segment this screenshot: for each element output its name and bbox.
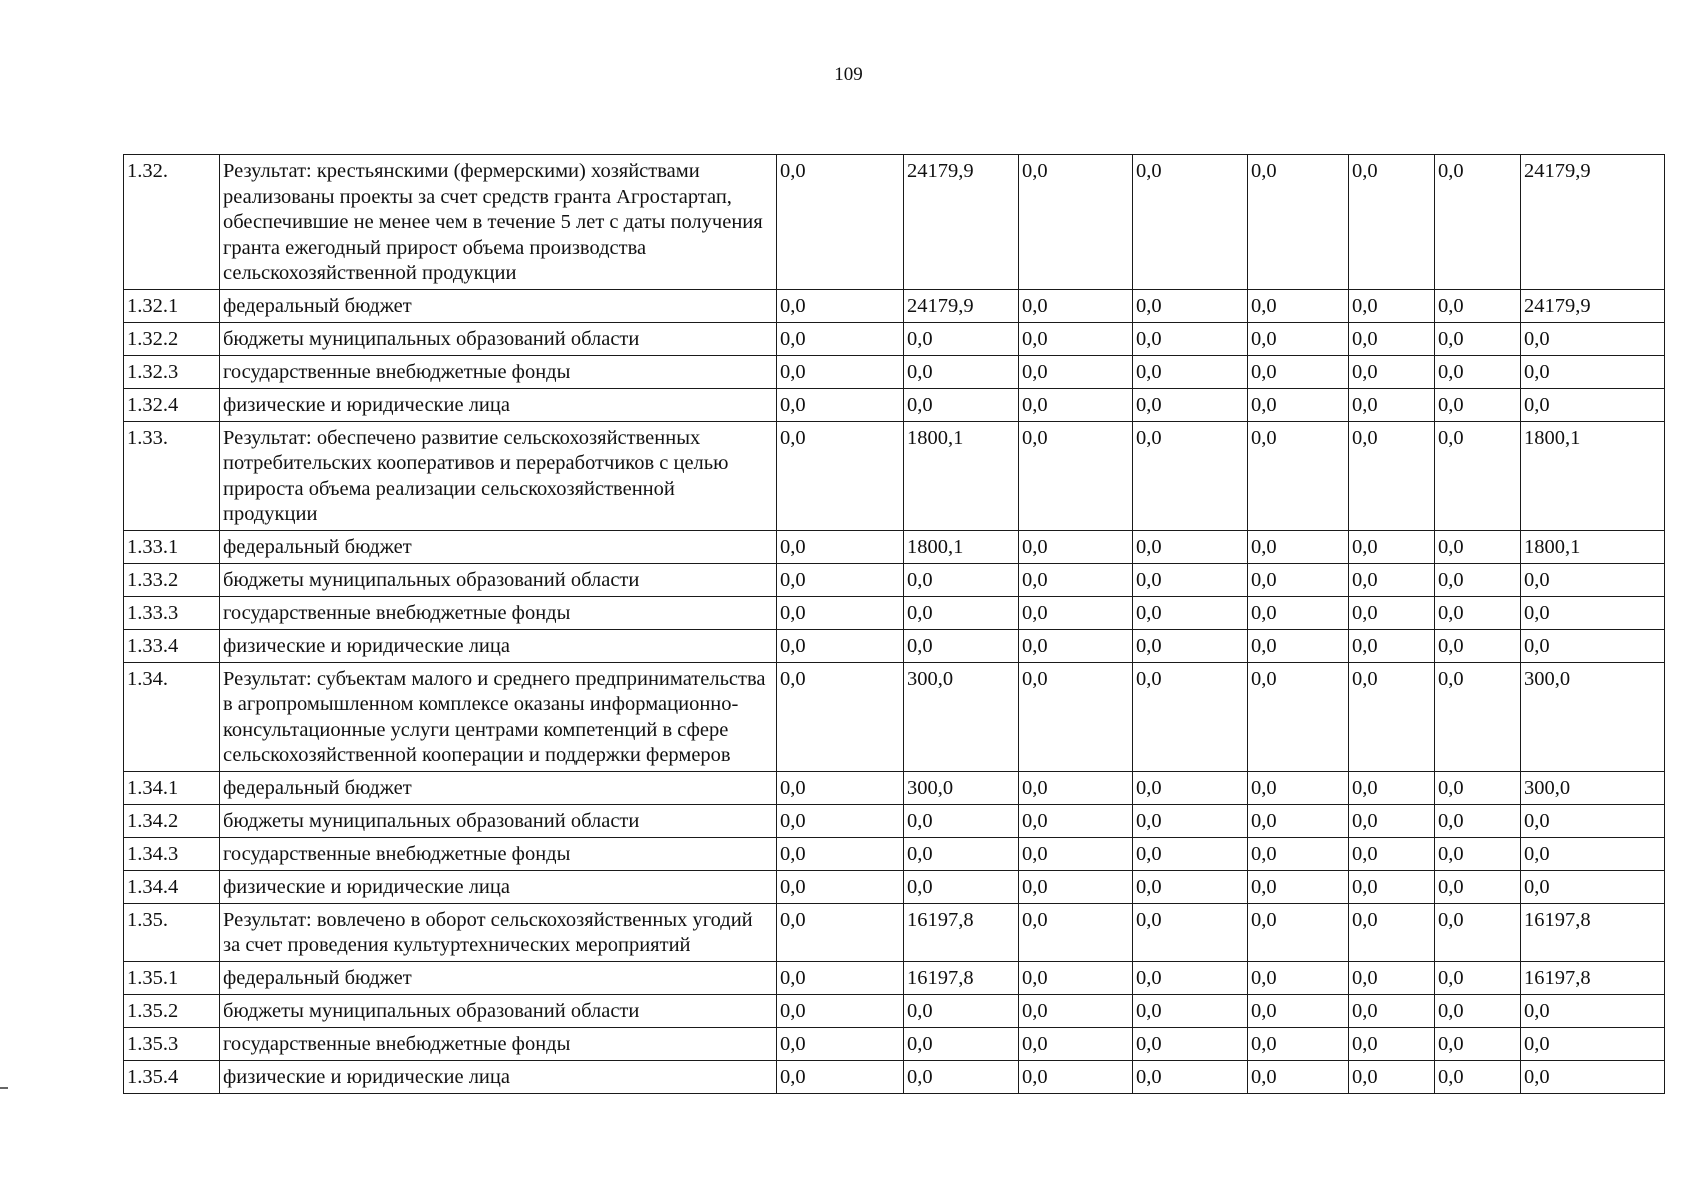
value-cell: 16197,8 <box>904 903 1019 961</box>
value-cell: 0,0 <box>1349 629 1435 662</box>
table-row <box>124 530 1665 563</box>
value-cell: 0,0 <box>1248 804 1349 837</box>
row-description: физические и юридические лица <box>220 1060 777 1093</box>
value-cell: 0,0 <box>1019 322 1133 355</box>
value-cell: 0,0 <box>1435 1060 1521 1093</box>
table-row <box>124 322 1665 355</box>
value-cell: 0,0 <box>1521 804 1665 837</box>
row-code: 1.32.4 <box>124 388 220 421</box>
row-code: 1.32. <box>124 155 220 290</box>
value-cell: 0,0 <box>1435 961 1521 994</box>
value-cell: 0,0 <box>1133 1060 1248 1093</box>
value-cell: 0,0 <box>777 870 904 903</box>
value-cell: 0,0 <box>1133 355 1248 388</box>
value-cell: 0,0 <box>1019 662 1133 771</box>
value-cell: 0,0 <box>1435 662 1521 771</box>
value-cell: 24179,9 <box>1521 289 1665 322</box>
value-cell: 0,0 <box>1133 870 1248 903</box>
value-cell: 0,0 <box>1349 322 1435 355</box>
value-cell: 0,0 <box>1349 289 1435 322</box>
value-cell: 0,0 <box>777 903 904 961</box>
row-code: 1.34.1 <box>124 771 220 804</box>
row-code: 1.33.2 <box>124 563 220 596</box>
value-cell: 0,0 <box>777 289 904 322</box>
value-cell: 0,0 <box>1248 563 1349 596</box>
value-cell: 1800,1 <box>904 421 1019 530</box>
value-cell: 0,0 <box>1019 155 1133 290</box>
value-cell: 0,0 <box>904 596 1019 629</box>
value-cell: 0,0 <box>777 596 904 629</box>
scan-edge-mark <box>0 1087 8 1089</box>
value-cell: 0,0 <box>1019 563 1133 596</box>
value-cell: 0,0 <box>1133 155 1248 290</box>
value-cell: 0,0 <box>1133 322 1248 355</box>
value-cell: 0,0 <box>1019 1060 1133 1093</box>
value-cell: 0,0 <box>904 388 1019 421</box>
value-cell: 0,0 <box>1521 870 1665 903</box>
row-description: бюджеты муниципальных образований области <box>220 322 777 355</box>
value-cell: 0,0 <box>1435 1027 1521 1060</box>
row-description: федеральный бюджет <box>220 530 777 563</box>
value-cell: 0,0 <box>1349 771 1435 804</box>
value-cell: 0,0 <box>904 804 1019 837</box>
value-cell: 0,0 <box>1133 837 1248 870</box>
value-cell: 0,0 <box>1248 870 1349 903</box>
value-cell: 0,0 <box>1349 961 1435 994</box>
table-row <box>124 421 1665 530</box>
value-cell: 0,0 <box>1019 629 1133 662</box>
value-cell: 0,0 <box>1435 155 1521 290</box>
value-cell: 1800,1 <box>904 530 1019 563</box>
table-row <box>124 596 1665 629</box>
value-cell: 0,0 <box>1248 837 1349 870</box>
value-cell: 0,0 <box>1521 994 1665 1027</box>
value-cell: 1800,1 <box>1521 421 1665 530</box>
row-code: 1.32.3 <box>124 355 220 388</box>
row-description: государственные внебюджетные фонды <box>220 837 777 870</box>
value-cell: 0,0 <box>1019 837 1133 870</box>
row-code: 1.34.2 <box>124 804 220 837</box>
row-code: 1.33.1 <box>124 530 220 563</box>
value-cell: 0,0 <box>1435 355 1521 388</box>
value-cell: 0,0 <box>1521 355 1665 388</box>
value-cell: 0,0 <box>1435 994 1521 1027</box>
value-cell: 0,0 <box>1248 662 1349 771</box>
row-code: 1.35.3 <box>124 1027 220 1060</box>
value-cell: 0,0 <box>1349 155 1435 290</box>
value-cell: 0,0 <box>1133 903 1248 961</box>
row-description: Результат: субъектам малого и среднего предпринимательства в агропромышленном комплексе оказаны информационно-консультационные услуги центрами компетенций в сфере сельскохозяйственной кооперации и поддержки фермеров <box>220 662 777 771</box>
value-cell: 0,0 <box>1349 355 1435 388</box>
value-cell: 0,0 <box>1248 289 1349 322</box>
table-row <box>124 563 1665 596</box>
value-cell: 0,0 <box>904 837 1019 870</box>
value-cell: 0,0 <box>1248 322 1349 355</box>
row-code: 1.35.2 <box>124 994 220 1027</box>
row-description: государственные внебюджетные фонды <box>220 355 777 388</box>
value-cell: 0,0 <box>777 1027 904 1060</box>
value-cell: 0,0 <box>1521 563 1665 596</box>
row-description: федеральный бюджет <box>220 771 777 804</box>
value-cell: 0,0 <box>1133 1027 1248 1060</box>
value-cell: 0,0 <box>1248 530 1349 563</box>
value-cell: 0,0 <box>904 1027 1019 1060</box>
value-cell: 0,0 <box>1435 563 1521 596</box>
value-cell: 0,0 <box>777 804 904 837</box>
value-cell: 0,0 <box>1248 388 1349 421</box>
row-code: 1.32.2 <box>124 322 220 355</box>
value-cell: 0,0 <box>1133 388 1248 421</box>
value-cell: 24179,9 <box>1521 155 1665 290</box>
value-cell: 0,0 <box>1435 322 1521 355</box>
table-row <box>124 870 1665 903</box>
row-code: 1.33.3 <box>124 596 220 629</box>
row-description: физические и юридические лица <box>220 870 777 903</box>
value-cell: 0,0 <box>1248 355 1349 388</box>
table-row <box>124 961 1665 994</box>
page-number: 109 <box>834 64 863 85</box>
value-cell: 0,0 <box>1019 1027 1133 1060</box>
value-cell: 0,0 <box>777 771 904 804</box>
row-description: физические и юридические лица <box>220 388 777 421</box>
table-row <box>124 289 1665 322</box>
value-cell: 0,0 <box>777 961 904 994</box>
value-cell: 0,0 <box>1248 155 1349 290</box>
value-cell: 0,0 <box>1019 421 1133 530</box>
value-cell: 0,0 <box>1019 530 1133 563</box>
value-cell: 0,0 <box>1349 903 1435 961</box>
value-cell: 0,0 <box>1248 421 1349 530</box>
value-cell: 0,0 <box>777 530 904 563</box>
value-cell: 0,0 <box>1248 1060 1349 1093</box>
value-cell: 0,0 <box>1248 903 1349 961</box>
value-cell: 0,0 <box>1521 1060 1665 1093</box>
value-cell: 0,0 <box>1521 388 1665 421</box>
value-cell: 0,0 <box>777 837 904 870</box>
value-cell: 0,0 <box>1435 837 1521 870</box>
value-cell: 0,0 <box>904 994 1019 1027</box>
value-cell: 24179,9 <box>904 289 1019 322</box>
value-cell: 0,0 <box>1019 994 1133 1027</box>
row-description: бюджеты муниципальных образований области <box>220 994 777 1027</box>
value-cell: 0,0 <box>1435 289 1521 322</box>
value-cell: 0,0 <box>1349 994 1435 1027</box>
value-cell: 0,0 <box>1133 563 1248 596</box>
row-description: государственные внебюджетные фонды <box>220 1027 777 1060</box>
value-cell: 16197,8 <box>1521 961 1665 994</box>
row-description: Результат: крестьянскими (фермерскими) хозяйствами реализованы проекты за счет средств гранта Агростартап, обеспечившие не менее чем в течение 5 лет с даты получения гранта ежегодный прирост объема производства сельскохозяйственной продукции <box>220 155 777 290</box>
value-cell: 0,0 <box>1349 596 1435 629</box>
table-row <box>124 388 1665 421</box>
value-cell: 0,0 <box>1248 629 1349 662</box>
value-cell: 0,0 <box>1248 961 1349 994</box>
value-cell: 0,0 <box>1019 870 1133 903</box>
value-cell: 0,0 <box>777 629 904 662</box>
table-row <box>124 837 1665 870</box>
table-row <box>124 629 1665 662</box>
row-description: бюджеты муниципальных образований области <box>220 804 777 837</box>
row-description: Результат: вовлечено в оборот сельскохозяйственных угодий за счет проведения культуртехнических мероприятий <box>220 903 777 961</box>
value-cell: 300,0 <box>904 771 1019 804</box>
value-cell: 300,0 <box>904 662 1019 771</box>
value-cell: 0,0 <box>1019 961 1133 994</box>
value-cell: 0,0 <box>1133 421 1248 530</box>
value-cell: 0,0 <box>1133 629 1248 662</box>
value-cell: 0,0 <box>1435 530 1521 563</box>
value-cell: 0,0 <box>1349 1060 1435 1093</box>
value-cell: 0,0 <box>1019 804 1133 837</box>
value-cell: 0,0 <box>1133 530 1248 563</box>
value-cell: 0,0 <box>1435 870 1521 903</box>
value-cell: 0,0 <box>777 994 904 1027</box>
table-row <box>124 1060 1665 1093</box>
table-row <box>124 804 1665 837</box>
value-cell: 16197,8 <box>904 961 1019 994</box>
value-cell: 0,0 <box>1133 771 1248 804</box>
value-cell: 0,0 <box>1521 837 1665 870</box>
value-cell: 0,0 <box>1521 596 1665 629</box>
value-cell: 24179,9 <box>904 155 1019 290</box>
value-cell: 0,0 <box>777 155 904 290</box>
value-cell: 0,0 <box>1133 961 1248 994</box>
value-cell: 0,0 <box>1133 804 1248 837</box>
table-row <box>124 662 1665 771</box>
value-cell: 0,0 <box>1349 388 1435 421</box>
value-cell: 0,0 <box>904 563 1019 596</box>
value-cell: 0,0 <box>1435 596 1521 629</box>
value-cell: 0,0 <box>777 355 904 388</box>
table-row <box>124 994 1665 1027</box>
value-cell: 0,0 <box>777 421 904 530</box>
value-cell: 0,0 <box>1435 421 1521 530</box>
value-cell: 0,0 <box>1133 596 1248 629</box>
value-cell: 0,0 <box>1435 804 1521 837</box>
budget-table <box>123 154 1665 1094</box>
row-description: федеральный бюджет <box>220 961 777 994</box>
value-cell: 0,0 <box>1019 355 1133 388</box>
row-code: 1.32.1 <box>124 289 220 322</box>
value-cell: 0,0 <box>1349 662 1435 771</box>
value-cell: 0,0 <box>777 322 904 355</box>
value-cell: 0,0 <box>1019 903 1133 961</box>
value-cell: 0,0 <box>1248 771 1349 804</box>
value-cell: 0,0 <box>1435 771 1521 804</box>
value-cell: 0,0 <box>1435 629 1521 662</box>
value-cell: 0,0 <box>1349 1027 1435 1060</box>
value-cell: 0,0 <box>1133 662 1248 771</box>
value-cell: 0,0 <box>904 870 1019 903</box>
table-row <box>124 903 1665 961</box>
row-code: 1.34.4 <box>124 870 220 903</box>
row-code: 1.34.3 <box>124 837 220 870</box>
row-code: 1.33.4 <box>124 629 220 662</box>
row-description: государственные внебюджетные фонды <box>220 596 777 629</box>
value-cell: 0,0 <box>1521 629 1665 662</box>
value-cell: 0,0 <box>904 355 1019 388</box>
row-description: федеральный бюджет <box>220 289 777 322</box>
value-cell: 0,0 <box>904 629 1019 662</box>
value-cell: 0,0 <box>777 662 904 771</box>
value-cell: 0,0 <box>1435 388 1521 421</box>
value-cell: 300,0 <box>1521 662 1665 771</box>
value-cell: 16197,8 <box>1521 903 1665 961</box>
value-cell: 0,0 <box>1349 530 1435 563</box>
value-cell: 0,0 <box>1133 994 1248 1027</box>
value-cell: 0,0 <box>1349 870 1435 903</box>
row-description: Результат: обеспечено развитие сельскохозяйственных потребительских кооперативов и переработчиков с целью прироста объема реализации сельскохозяйственной продукции <box>220 421 777 530</box>
row-code: 1.34. <box>124 662 220 771</box>
table-row <box>124 155 1665 290</box>
value-cell: 0,0 <box>904 1060 1019 1093</box>
value-cell: 0,0 <box>1019 771 1133 804</box>
table-row <box>124 1027 1665 1060</box>
value-cell: 0,0 <box>1521 1027 1665 1060</box>
value-cell: 0,0 <box>1019 289 1133 322</box>
row-code: 1.35.4 <box>124 1060 220 1093</box>
value-cell: 0,0 <box>904 322 1019 355</box>
row-code: 1.35. <box>124 903 220 961</box>
value-cell: 0,0 <box>1521 322 1665 355</box>
value-cell: 0,0 <box>1019 388 1133 421</box>
value-cell: 0,0 <box>1349 804 1435 837</box>
value-cell: 0,0 <box>1248 1027 1349 1060</box>
row-description: бюджеты муниципальных образований области <box>220 563 777 596</box>
row-code: 1.33. <box>124 421 220 530</box>
value-cell: 0,0 <box>1349 563 1435 596</box>
value-cell: 0,0 <box>1019 596 1133 629</box>
value-cell: 0,0 <box>1349 421 1435 530</box>
table-body <box>124 155 1665 1094</box>
value-cell: 0,0 <box>1248 994 1349 1027</box>
value-cell: 1800,1 <box>1521 530 1665 563</box>
table-row <box>124 771 1665 804</box>
row-description: физические и юридические лица <box>220 629 777 662</box>
value-cell: 0,0 <box>777 388 904 421</box>
value-cell: 0,0 <box>1248 596 1349 629</box>
value-cell: 0,0 <box>1133 289 1248 322</box>
value-cell: 0,0 <box>1435 903 1521 961</box>
value-cell: 0,0 <box>777 563 904 596</box>
row-code: 1.35.1 <box>124 961 220 994</box>
table-row <box>124 355 1665 388</box>
value-cell: 0,0 <box>777 1060 904 1093</box>
value-cell: 300,0 <box>1521 771 1665 804</box>
value-cell: 0,0 <box>1349 837 1435 870</box>
